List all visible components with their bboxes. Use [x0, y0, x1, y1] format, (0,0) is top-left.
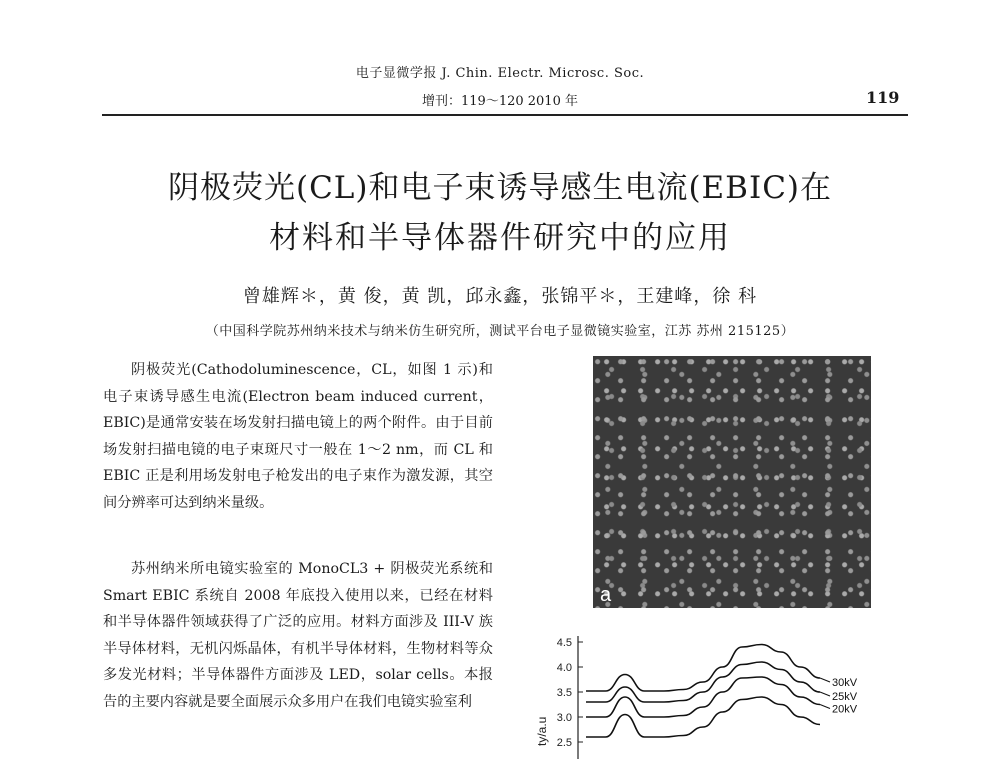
- page-number: 119: [866, 88, 900, 107]
- paragraph-text: 阴极荧光(Cathodoluminescence，CL，如图 1 示)和电子束诱导感生电流(Electron beam induced current，EBIC)是通常安装在场发射扫描电镜上的两个附件。由于目前场发射扫描电镜的电子束斑尺寸一般在 1～2 nm，而 CL 和 EBIC 正是利用场发射电子枪发出的电子束作为激发源，其空间分辨率可达到纳米量级。: [103, 362, 493, 511]
- series-leader-line: [820, 678, 830, 682]
- series-label: 25kV: [832, 691, 858, 703]
- series-label: 30kV: [832, 677, 858, 689]
- series-line-1: [586, 645, 820, 692]
- y-tick-label: 3.0: [556, 712, 572, 724]
- y-tick-label: 3.5: [556, 687, 572, 699]
- journal-header: 电子显微学报 J. Chin. Electr. Microsc. Soc.: [355, 66, 645, 81]
- series-leader-line: [820, 692, 830, 696]
- article-title-line2: 材料和半导体器件研究中的应用: [269, 220, 731, 256]
- figure-panel-label: a: [600, 584, 612, 606]
- series-line-3: [586, 677, 820, 717]
- cl-micrograph-image: [593, 356, 871, 608]
- series-line-4: [586, 697, 820, 737]
- cl-spectrum-chart: [530, 628, 890, 759]
- y-axis-label: ty/a.u: [535, 716, 549, 746]
- series-label: 20kV: [832, 703, 858, 716]
- article-title-line1: 阴极荧光(CL)和电子束诱导感生电流(EBIC)在: [167, 170, 833, 206]
- y-tick-label: 2.5: [556, 737, 572, 749]
- body-paragraph-2: [103, 556, 493, 716]
- affiliation: （中国科学院苏州纳米技术与纳米仿生研究所，测试平台电子显微镜实验室，江苏 苏州 215125）: [205, 324, 795, 339]
- y-tick-label: 4.0: [556, 662, 572, 674]
- series-leader-line: [820, 705, 830, 709]
- issue-info: 增刊：119～120 2010 年: [422, 94, 578, 109]
- author-list: 曾雄辉＊，黄 俊，黄 凯，邱永鑫，张锦平＊，王建峰，徐 科: [242, 286, 758, 307]
- header-rule: [102, 114, 908, 116]
- body-paragraph-1: [103, 357, 493, 517]
- y-tick-label: 4.5: [556, 637, 572, 649]
- paragraph-text: 苏州纳米所电镜实验室的 MonoCL3 + 阴极荧光系统和 Smart EBIC 系统自 2008 年底投入使用以来，已经在材料和半导体器件领域获得了广泛的应用。材料方面涉及 III-V 族半导体材料，无机闪烁晶体，有机半导体材料，生物材料等众多发光材料；半导体器件方面涉及 LED，solar cells。本报告的主要内容就是要全面展示众多用户在我们电镜实验室利: [103, 561, 493, 710]
